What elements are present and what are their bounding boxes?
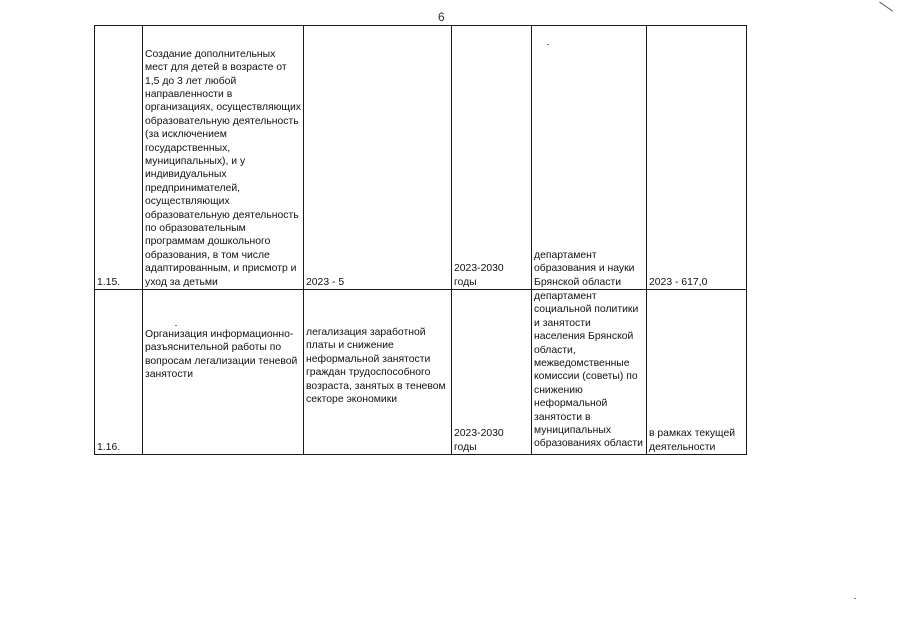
row-number: 1.16. (95, 290, 143, 455)
scan-speck (547, 44, 549, 45)
funding-amount: в рамках текущей деятельности (647, 290, 747, 455)
measure-name: Организация информационно-разъяснительной работы по вопросам легализации теневой занятости (143, 290, 304, 455)
row-number: 1.15. (95, 26, 143, 290)
scan-mark (879, 2, 893, 12)
implementation-period: 2023-2030 годы (452, 290, 532, 455)
expected-result: легализация заработной платы и снижение неформальной занятости граждан трудоспособного возраста, занятых в теневом секторе экономики (304, 290, 452, 455)
funding-amount: 2023 - 617,0 (647, 26, 747, 290)
implementation-period: 2023-2030 годы (452, 26, 532, 290)
expected-result: 2023 - 5 (304, 26, 452, 290)
scan-speck (175, 325, 177, 326)
scan-speck (854, 598, 856, 599)
page-number: 6 (438, 10, 445, 24)
responsible-executor: департамент социальной политики и занятости населения Брянской области, межведомственные комиссии (советы) по снижению неформальной занятости в муниципальных образованиях области (532, 290, 647, 455)
table-row (95, 290, 747, 455)
table-row (95, 26, 747, 290)
responsible-executor: департамент образования и науки Брянской области (532, 26, 647, 290)
measures-table (94, 25, 747, 455)
measure-name: Создание дополнительных мест для детей в возрасте от 1,5 до 3 лет любой направленности в организациях, осуществляющих образовательную деятельность (за исключением государственных, муниципальных), и у индивидуальных предпринимателей, осуществляющих образовательную деятельность по образовательным программам дошкольного образования, в том числе адаптированным, и присмотр и уход за детьми (143, 26, 304, 290)
